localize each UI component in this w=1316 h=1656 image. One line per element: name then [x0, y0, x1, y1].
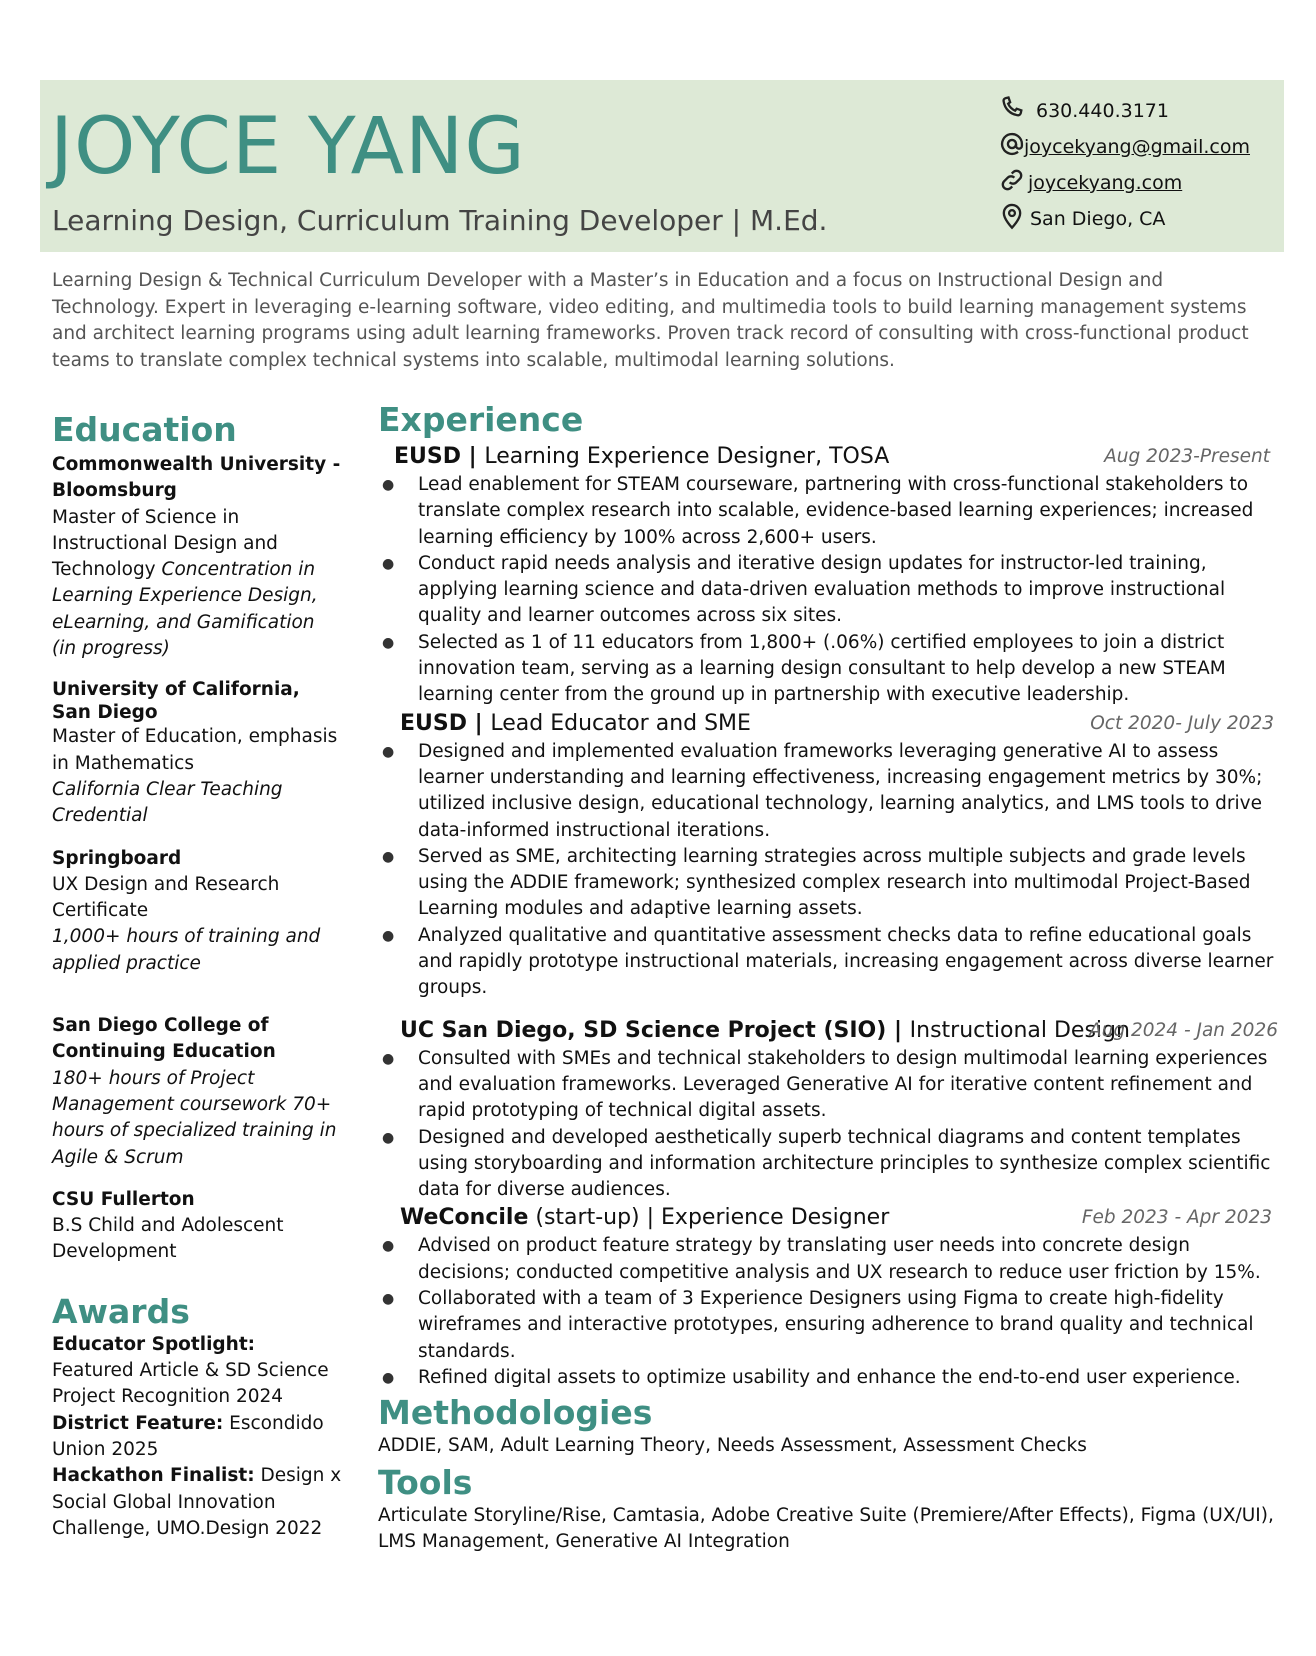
award-item [52, 1332, 342, 1411]
job-date: Feb 2023 - Apr 2023 [1081, 1207, 1272, 1229]
candidate-name: JOYCE YANG [50, 102, 526, 192]
left-column [52, 410, 342, 1542]
job-separator: | [467, 710, 491, 736]
job-bullet: ● Consulted with SMEs and technical stakeholders to design multimodal learning experiences and evaluation frameworks. Leveraged Generative AI for iterative content refinement and rapid prototyping of technical digital assets. [418, 1046, 1278, 1125]
job-entry [378, 1203, 1278, 1391]
phone-icon [998, 94, 1026, 122]
education-degree: Master of Education, emphasis in Mathematics [52, 726, 338, 774]
job-entry [378, 442, 1278, 709]
awards-heading: Awards [52, 1291, 190, 1331]
education-degree: B.S Child and Adolescent Development [52, 1215, 284, 1263]
contact-email-row [998, 126, 1278, 162]
job-bullet: ● Analyzed qualitative and quantitative assessment checks data to refine educational goals and rapidly prototype instructional materials, increasing engagement across diverse learner groups. [418, 923, 1278, 1002]
award-text: Design x Social Global Innovation Challenge, UMO.Design 2022 [52, 1465, 342, 1539]
contact-website-link[interactable]: joycekyang.com [1028, 172, 1183, 194]
education-degree: Master of Science in Instructional Design and Technology [52, 506, 278, 581]
job-date: Aug 2023-Present [1104, 446, 1270, 467]
award-text: Featured Article & SD Science Project Recognition 2024 [52, 1360, 329, 1408]
job-date: Aug 2024 - Jan 2026 [1088, 1019, 1278, 1041]
job-bullets [378, 739, 1278, 1002]
job-header [378, 709, 1278, 739]
job-role: Experience Designer [661, 1205, 890, 1231]
methodologies-heading: Methodologies [378, 1393, 653, 1433]
job-bullet: ● Conduct rapid needs analysis and iterative design updates for instructor-led training, applying learning science and data-driven evaluation methods to improve instructional quality and learner outcomes across six sites. [418, 551, 1278, 630]
job-bullets [378, 1233, 1278, 1391]
header-banner [40, 80, 1284, 252]
job-bullet: ● Collaborated with a team of 3 Experience Designers using Figma to create high-fidelity wireframes and interactive prototypes, ensuring adherence to brand quality and technical standards. [418, 1286, 1278, 1365]
job-header [378, 442, 1278, 472]
job-separator: | [461, 444, 485, 469]
award-item [52, 1411, 342, 1464]
tools-heading: Tools [378, 1463, 473, 1503]
education-note: 1,000+ hours of training and applied practice [52, 926, 321, 974]
contact-location: San Diego, CA [1030, 208, 1166, 230]
job-bullets [378, 1046, 1278, 1204]
education-item [52, 1187, 342, 1266]
job-bullet: ● Refined digital assets to optimize usability and enhance the end-to-end user experience. [418, 1365, 1278, 1391]
job-entry [378, 709, 1278, 1002]
right-column [378, 400, 1278, 1555]
job-org: EUSD [400, 710, 467, 736]
job-separator: | [886, 1017, 910, 1043]
education-item [52, 452, 342, 662]
contact-website-row [998, 162, 1278, 198]
education-item [52, 678, 342, 829]
map-pin-icon [998, 202, 1026, 230]
job-bullet: ● Lead enablement for STEAM courseware, partnering with cross-functional stakeholders to translate complex research into scalable, evidence-based learning experiences; increased learning efficiency by 100% across 2,600+ users. [418, 472, 1278, 551]
education-school: San Diego College of Continuing Education [52, 1015, 276, 1063]
job-org: EUSD [394, 444, 461, 469]
award-label: Educator Spotlight: [52, 1333, 256, 1355]
job-header [378, 1016, 1278, 1046]
award-item [52, 1463, 342, 1542]
job-entry [378, 1016, 1278, 1204]
tools-text: Articulate Storyline/Rise, Camtasia, Adobe Creative Suite (Premiere/After Effects), Figma (UX/UI), LMS Management, Generative AI Integration [378, 1505, 1274, 1553]
award-text: Escondido Union 2025 [52, 1412, 324, 1460]
contact-phone: 630.440.3171 [1036, 100, 1169, 122]
methodologies-text: ADDIE, SAM, Adult Learning Theory, Needs Assessment, Assessment Checks [378, 1435, 1087, 1457]
education-school: CSU Fullerton [52, 1188, 195, 1210]
education-degree: UX Design and Research Certificate [52, 873, 280, 922]
experience-heading: Experience [378, 400, 584, 439]
at-sign-icon [998, 130, 1026, 158]
contact-block [998, 90, 1278, 234]
job-bullet: ● Selected as 1 of 11 educators from 1,800+ (.06%) certified employees to join a district innovation team, serving as a learning design consultant to help develop a new STEAM learning center from the ground up in partnership with executive leadership. [418, 630, 1278, 709]
job-date: Oct 2020- July 2023 [1090, 712, 1274, 734]
education-note: 180+ hours of Project Management coursework 70+ hours of specialized training in Agile & Scrum [52, 1067, 337, 1168]
job-role: Instructional Design [909, 1017, 1130, 1043]
contact-location-row [998, 198, 1278, 234]
education-school: Springboard [52, 847, 182, 869]
education-school: Commonwealth University - Bloomsburg [52, 454, 341, 502]
job-bullet: ● Advised on product feature strategy by translating user needs into concrete design decisions; conducted competitive analysis and UX research to reduce user friction by 15%. [418, 1233, 1278, 1286]
job-header [378, 1203, 1278, 1233]
education-note: California Clear Teaching Credential [52, 778, 283, 827]
job-bullet: ● Designed and developed aesthetically superb technical diagrams and content templates using storyboarding and information architecture principles to synthesize complex scientific data for diverse audiences. [418, 1125, 1278, 1204]
education-item [52, 846, 342, 977]
job-bullet: ● Served as SME, architecting learning strategies across multiple subjects and grade levels using the ADDIE framework; synthesized complex research into multimodal Project-Based Learning modules and adaptive learning assets. [418, 844, 1278, 923]
award-label: Hackathon Finalist: [52, 1465, 255, 1487]
professional-summary: Learning Design & Technical Curriculum Developer with a Master’s in Education and a focus on Instructional Design and Technology. Expert in leveraging e-learning software, video editing, and multimedia tools to build learning management systems and architect learning programs using adult learning frameworks. Proven track record of consulting with cross-functional product teams to translate complex technical systems into scalable, multimodal learning solutions. [52, 270, 1249, 371]
contact-email-link[interactable]: joycekyang@gmail.com [1024, 136, 1250, 158]
job-org: WeConcile [400, 1205, 529, 1231]
education-school: University of California, San Diego [52, 679, 300, 724]
education-note: Concentration in Learning Experience Design, eLearning, and Gamification (in progress) [52, 559, 318, 660]
job-bullets [378, 472, 1278, 709]
job-bullet: ● Designed and implemented evaluation frameworks leveraging generative AI to assess learner understanding and learning effectiveness, increasing engagement metrics by 30%; utilized inclusive design, educational technology, learning analytics, and LMS tools to drive data-informed instructional iterations. [418, 739, 1278, 844]
candidate-tagline: Learning Design, Curriculum Training Developer | M.Ed. [52, 204, 828, 237]
award-label: District Feature: [52, 1412, 224, 1434]
job-separator: (start-up) | [528, 1205, 662, 1231]
education-heading: Education [52, 410, 237, 449]
job-org: UC San Diego, SD Science Project (SIO) [400, 1017, 887, 1043]
link-icon [998, 166, 1026, 194]
education-item [52, 1013, 342, 1171]
contact-phone-row [998, 90, 1278, 126]
job-role: Learning Experience Designer, TOSA [484, 444, 890, 469]
job-role: Lead Educator and SME [490, 710, 751, 736]
